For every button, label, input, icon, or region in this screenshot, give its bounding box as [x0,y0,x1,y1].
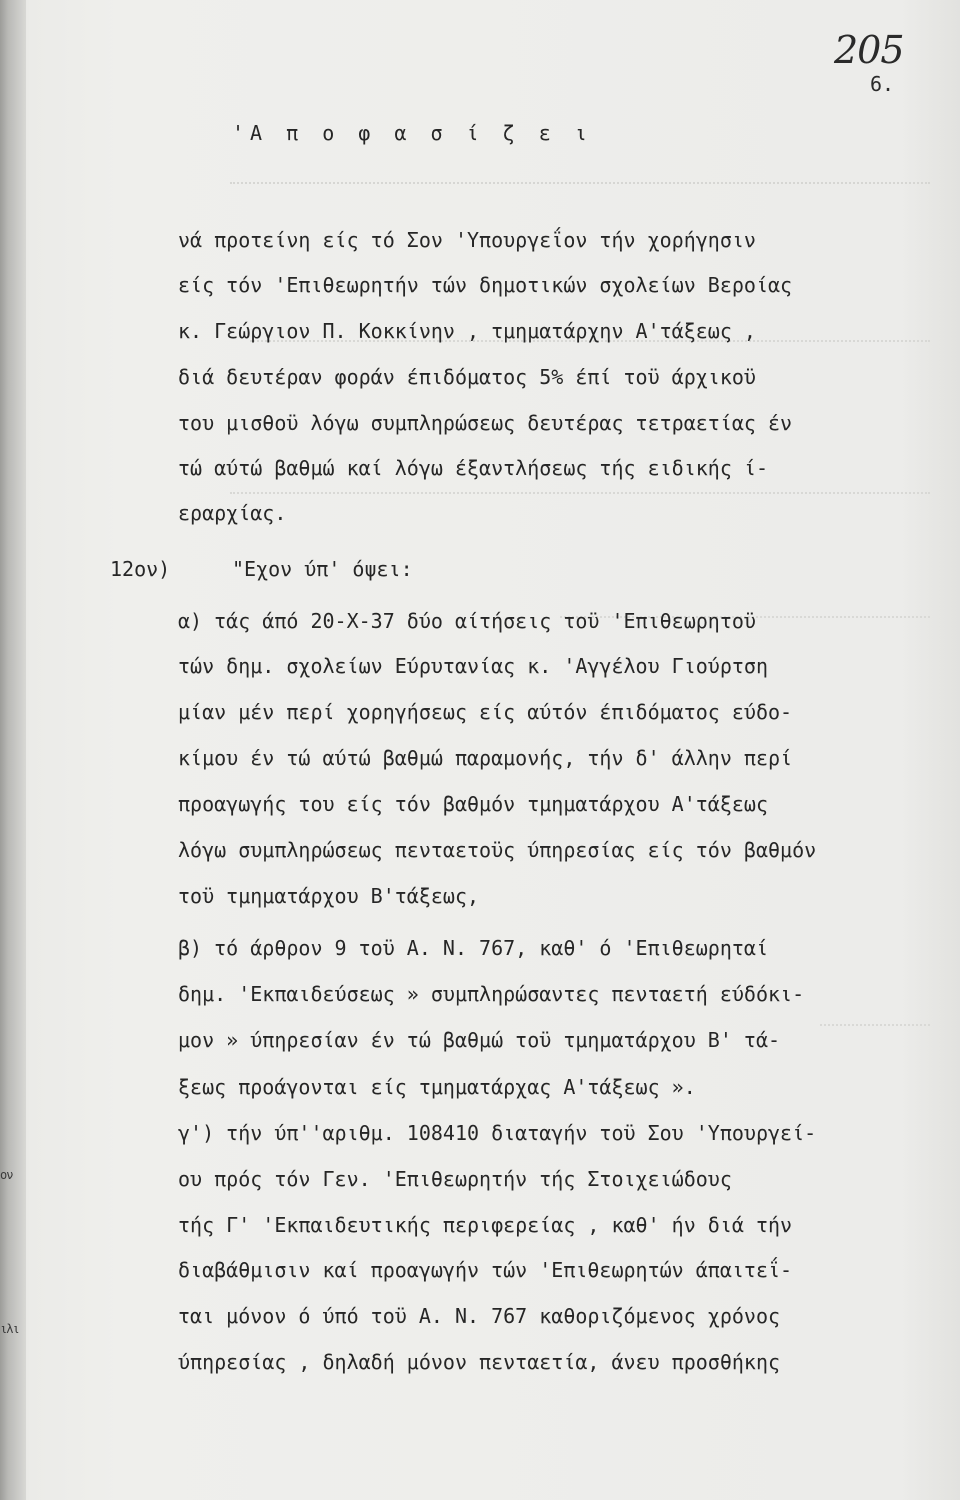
text-line: διά δευτέραν φοράν έπιδόματος 5% έπί τοϋ άρχικοϋ [178,365,756,389]
text-line: κ. Γεώργιον Π. Κοκκίνην , τμηματάρχην Α'τάξεως , [178,319,756,343]
text-line: α) τάς άπό 20-Χ-37 δύο αίτήσεις τοϋ 'Επιθεωρητοϋ [178,609,756,633]
section-number: 12ον) [110,557,171,581]
text-line: μίαν μέν περί χορηγήσεως είς αύτόν έπιδόματος εύδο- [178,700,793,724]
text-line: τών δημ. σχολείων Εύρυτανίας κ. 'Αγγέλου Γιούρτση [178,654,769,678]
text-line: προαγωγής του είς τόν βαθμόν τμηματάρχου Α'τάξεως [178,792,769,816]
text-line: μον » ύπηρεσίαν έν τώ βαθμώ τοϋ τμηματάρχου Β' τά- [178,1028,781,1052]
section-intro: "Εχον ύπ' όψει: [232,557,413,581]
bleed-through-line [820,1024,930,1036]
text-line: είς τόν 'Επιθεωρητήν τών δημοτικών σχολείων Βεροίας [178,273,793,297]
margin-mark: ιλι [0,1322,19,1336]
text-line: κίμου έν τώ αύτώ βαθμώ παραμονής, τήν δ' άλλην περί [178,746,793,770]
text-line: λόγω συμπληρώσεως πενταετοϋς ύπηρεσίας είς τόν βαθμόν [178,838,817,862]
handwritten-page-number: 205 [834,28,904,72]
text-line: διαβάθμισιν καί προαγωγήν τών 'Επιθεωρητών άπαιτεΐ- [178,1258,793,1282]
binding-shadow [0,0,26,1500]
text-line: εραρχίας. [178,501,287,525]
text-line: του μισθοϋ λόγω συμπληρώσεως δευτέρας τετραετίας έν [178,411,793,435]
margin-mark: ον [0,1168,13,1182]
text-line: ται μόνον ό ύπό τοϋ Α. Ν. 767 καθοριζόμενος χρόνος [178,1304,781,1328]
text-line: τοϋ τμηματάρχου Β'τάξεως, [178,884,480,908]
text-line: νά προτείνη είς τό Σον 'Υπουργεΐον τήν χορήγησιν [178,228,756,252]
typed-page-number: 6. [870,72,895,96]
bleed-through-line [230,492,930,504]
text-line: ξεως προάγονται είς τμηματάρχας Α'τάξεως ». [178,1075,696,1099]
document-heading: 'Α π ο φ α σ ί ζ ε ι [232,121,593,145]
text-line: ύπηρεσίας , δηλαδή μόνον πενταετία, άνευ προσθήκης [178,1350,781,1374]
text-line: γ') τήν ύπ''αριθμ. 108410 διαταγήν τοϋ Σου 'Υπουργεί- [178,1121,817,1145]
text-line: τής Γ' 'Εκπαιδευτικής περιφερείας , καθ' ήν διά τήν [178,1213,793,1237]
bleed-through-line [230,182,930,194]
text-line: τώ αύτώ βαθμώ καί λόγω έξαντλήσεως τής ειδικής ί- [178,456,769,480]
text-line: β) τό άρθρον 9 τοϋ Α. Ν. 767, καθ' ό 'Επιθεωρηταί [178,936,769,960]
text-line: δημ. 'Εκπαιδεύσεως » συμπληρώσαντες πενταετή εύδόκι- [178,982,805,1006]
text-line: ου πρός τόν Γεν. 'Επιθεωρητήν τής Στοιχειώδους [178,1167,732,1191]
